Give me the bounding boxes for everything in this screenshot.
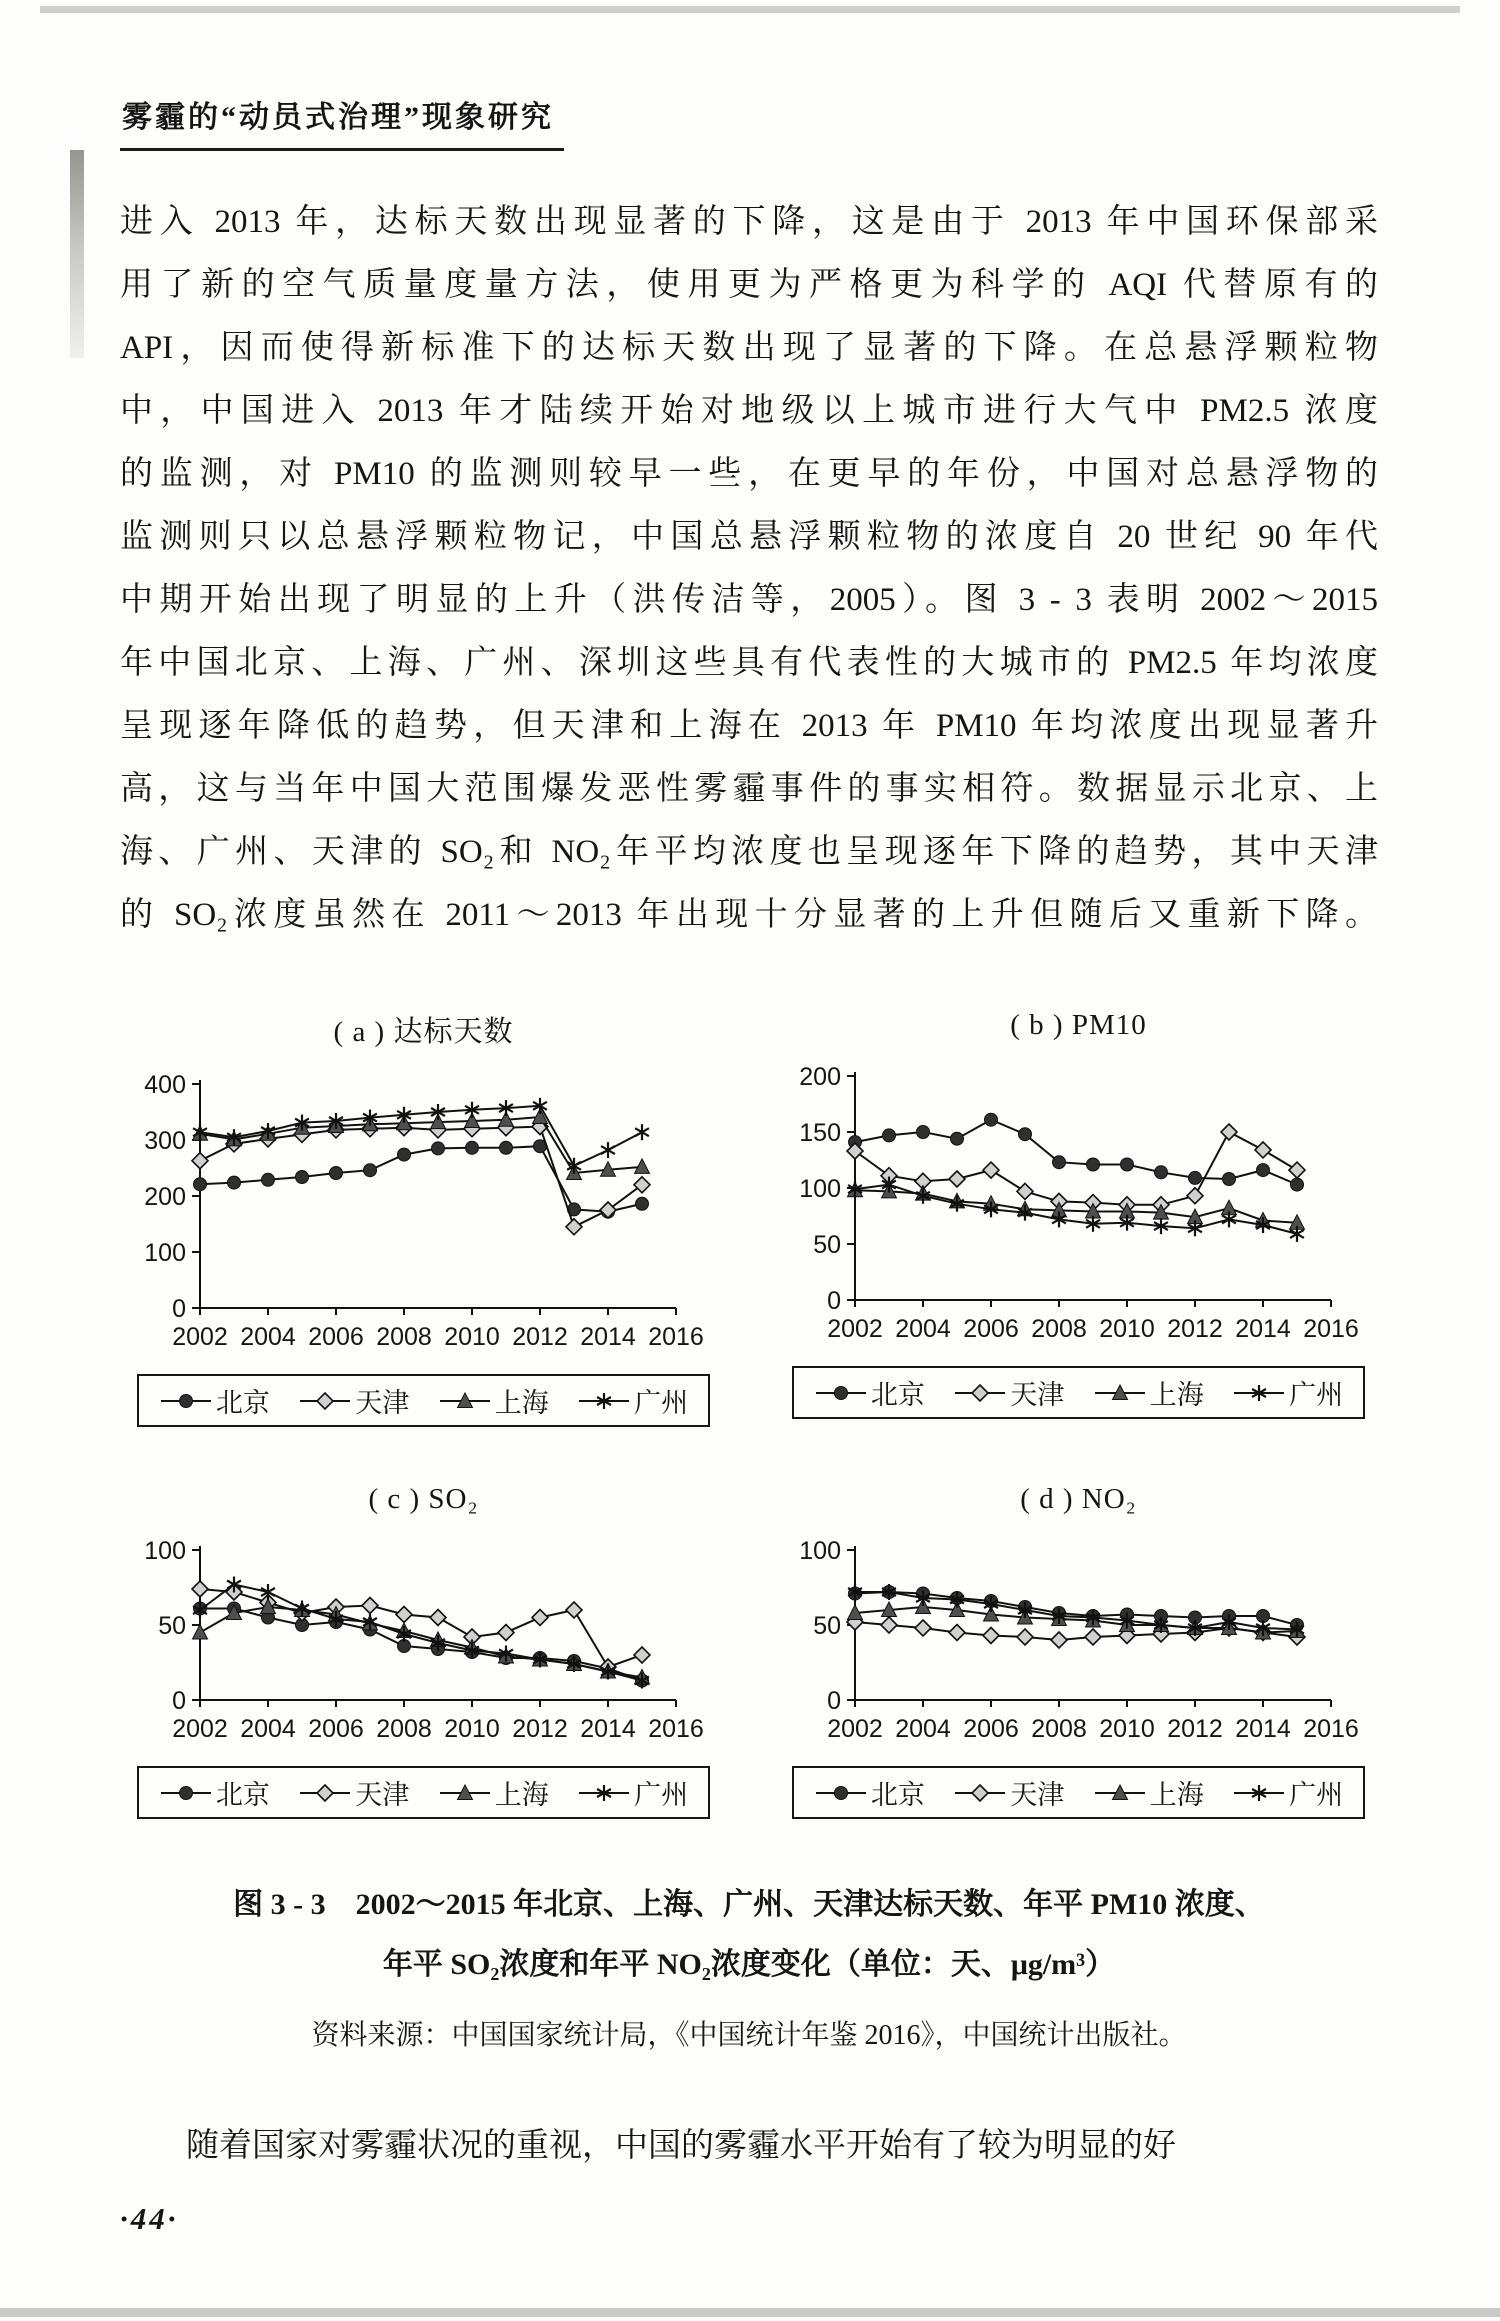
svg-text:2010: 2010 xyxy=(444,1323,500,1351)
text-line: 高，这与当年中国大范围爆发恶性雾霾事件的事实相符。数据显示北京、上 xyxy=(120,771,1378,807)
legend-diamond-icon xyxy=(298,1390,352,1412)
chart-c-legend xyxy=(137,1766,710,1819)
chart-b-title: ( b ) PM10 xyxy=(1010,1009,1147,1041)
legend-diamond-icon xyxy=(953,1382,1007,1404)
chart-pm10 xyxy=(783,1009,1374,1427)
text-line: 年中国北京、上海、广州、深圳这些具有代表性的大城市的 PM2.5 年均浓度 xyxy=(120,645,1378,681)
text-line: 中，中国进入 2013 年才陆续开始对地级以上城市进行大气中 PM2.5 浓度 xyxy=(120,393,1378,429)
legend-circle-icon xyxy=(814,1782,868,1804)
svg-text:2014: 2014 xyxy=(1235,1315,1291,1343)
svg-text:2008: 2008 xyxy=(1031,1715,1087,1743)
text-line: 的监测，对 PM10 的监测则较早一些，在更早的年份，中国对总悬浮物的 xyxy=(120,456,1378,492)
legend-triangle-icon xyxy=(1093,1382,1147,1404)
figure-caption xyxy=(120,1875,1378,1995)
text-line: 用了新的空气质量度量方法，使用更为严格更为科学的 AQI 代替原有的 xyxy=(120,267,1378,303)
chart-b-plot xyxy=(783,1062,1373,1348)
legend-label: 北京 xyxy=(215,1780,270,1810)
legend-label: 广州 xyxy=(634,1780,689,1810)
svg-text:100: 100 xyxy=(799,1175,841,1203)
svg-text:2016: 2016 xyxy=(648,1715,704,1743)
running-header xyxy=(120,92,1378,151)
legend-circle-icon xyxy=(159,1782,213,1804)
legend-triangle-icon xyxy=(438,1782,492,1804)
legend-asterisk-icon xyxy=(1232,1382,1286,1404)
chart-no2 xyxy=(783,1483,1374,1819)
text-line: API，因而使得新标准下的达标天数出现了显著的下降。在总悬浮颗粒物 xyxy=(120,330,1378,366)
legend-label: 天津 xyxy=(1010,1380,1065,1410)
svg-text:2012: 2012 xyxy=(1167,1315,1223,1343)
page-number: ·44· xyxy=(120,2201,179,2236)
text-line: 监测则只以总悬浮颗粒物记，中国总悬浮颗粒物的浓度自 20 世纪 90 年代 xyxy=(120,519,1378,555)
legend-label: 北京 xyxy=(215,1388,270,1418)
svg-text:2010: 2010 xyxy=(1099,1315,1155,1343)
legend-label: 上海 xyxy=(494,1780,549,1810)
svg-text:2006: 2006 xyxy=(963,1315,1019,1343)
svg-text:2012: 2012 xyxy=(512,1323,568,1351)
svg-text:2002: 2002 xyxy=(172,1323,228,1351)
figure-caption-line2: 年平 SO₂浓度和年平 NO₂浓度变化（单位：天、μg/m³） xyxy=(382,1948,1116,1981)
main-text-block xyxy=(120,191,1378,947)
chart-d-title: ( d ) NO₂ xyxy=(1020,1483,1137,1515)
svg-text:2014: 2014 xyxy=(1235,1715,1291,1743)
chart-d-legend xyxy=(792,1766,1365,1819)
figure-source: 资料来源：中国国家统计局，《中国统计年鉴 2016》，中国统计出版社。 xyxy=(311,2020,1187,2051)
running-header-title: 雾霾的“动员式治理”现象研究 xyxy=(120,92,564,151)
legend-asterisk-icon xyxy=(577,1782,631,1804)
legend-label: 天津 xyxy=(355,1780,410,1810)
legend-item-circle xyxy=(814,1373,925,1412)
legend-label: 广州 xyxy=(1289,1380,1344,1410)
svg-text:300: 300 xyxy=(144,1127,186,1155)
legend-item-diamond xyxy=(298,1773,409,1812)
legend-label: 北京 xyxy=(870,1380,925,1410)
svg-text:2014: 2014 xyxy=(580,1323,636,1351)
legend-label: 天津 xyxy=(355,1388,410,1418)
legend-diamond-icon xyxy=(298,1782,352,1804)
svg-text:2008: 2008 xyxy=(376,1323,432,1351)
svg-text:2008: 2008 xyxy=(1031,1315,1087,1343)
legend-item-asterisk xyxy=(1232,1773,1343,1812)
legend-item-triangle xyxy=(438,1381,549,1420)
legend-item-triangle xyxy=(1093,1373,1204,1412)
svg-text:2010: 2010 xyxy=(444,1715,500,1743)
legend-item-asterisk xyxy=(1232,1373,1343,1412)
svg-text:0: 0 xyxy=(827,1687,841,1715)
svg-text:2002: 2002 xyxy=(827,1715,883,1743)
chart-b-legend xyxy=(792,1366,1365,1419)
legend-item-triangle xyxy=(1093,1773,1204,1812)
svg-text:2004: 2004 xyxy=(895,1715,951,1743)
scan-edge-top xyxy=(40,6,1460,13)
svg-text:2008: 2008 xyxy=(376,1715,432,1743)
legend-diamond-icon xyxy=(953,1782,1007,1804)
svg-text:2004: 2004 xyxy=(240,1323,296,1351)
svg-text:2002: 2002 xyxy=(172,1715,228,1743)
svg-text:200: 200 xyxy=(799,1063,841,1091)
legend-circle-icon xyxy=(159,1390,213,1412)
text-line: 的 SO₂浓度虽然在 2011～2013 年出现十分显著的上升但随后又重新下降。 xyxy=(120,897,1378,933)
legend-label: 天津 xyxy=(1010,1780,1065,1810)
svg-text:2004: 2004 xyxy=(240,1715,296,1743)
svg-text:2016: 2016 xyxy=(648,1323,704,1351)
svg-text:2006: 2006 xyxy=(308,1323,364,1351)
text-line: 进入 2013 年，达标天数出现显著的下降，这是由于 2013 年中国环保部采 xyxy=(120,204,1378,240)
chart-days-attainment xyxy=(128,1009,719,1427)
svg-text:2012: 2012 xyxy=(1167,1715,1223,1743)
svg-text:2010: 2010 xyxy=(1099,1715,1155,1743)
svg-text:50: 50 xyxy=(158,1612,186,1640)
svg-text:100: 100 xyxy=(144,1239,186,1267)
text-line: 呈现逐年降低的趋势，但天津和上海在 2013 年 PM10 年均浓度出现显著升 xyxy=(120,708,1378,744)
chart-so2 xyxy=(128,1483,719,1819)
legend-label: 上海 xyxy=(1149,1780,1204,1810)
svg-text:100: 100 xyxy=(799,1537,841,1565)
legend-label: 北京 xyxy=(870,1780,925,1810)
svg-text:0: 0 xyxy=(827,1287,841,1315)
legend-circle-icon xyxy=(814,1382,868,1404)
svg-text:100: 100 xyxy=(144,1537,186,1565)
svg-text:2016: 2016 xyxy=(1303,1715,1359,1743)
svg-text:200: 200 xyxy=(144,1183,186,1211)
chart-a-legend xyxy=(137,1374,710,1427)
chart-c-plot xyxy=(128,1536,718,1748)
legend-item-circle xyxy=(814,1773,925,1812)
closing-paragraph: 随着国家对雾霾状况的重视，中国的雾霾水平开始有了较为明显的好 xyxy=(186,2128,1176,2164)
legend-label: 广州 xyxy=(1289,1780,1344,1810)
svg-text:150: 150 xyxy=(799,1119,841,1147)
svg-text:0: 0 xyxy=(172,1295,186,1323)
figure-caption-line1: 图 3 - 3 2002～2015 年北京、上海、广州、天津达标天数、年平 PM10 浓度、 xyxy=(233,1888,1265,1921)
svg-text:400: 400 xyxy=(144,1071,186,1099)
chart-a-plot xyxy=(128,1070,718,1356)
svg-text:2002: 2002 xyxy=(827,1315,883,1343)
legend-label: 上海 xyxy=(494,1388,549,1418)
legend-item-asterisk xyxy=(577,1773,688,1812)
chart-a-title: ( a ) 达标天数 xyxy=(333,1016,514,1048)
legend-label: 广州 xyxy=(634,1388,689,1418)
legend-item-diamond xyxy=(953,1773,1064,1812)
legend-asterisk-icon xyxy=(577,1390,631,1412)
svg-text:2016: 2016 xyxy=(1303,1315,1359,1343)
margin-decoration-bar xyxy=(70,150,84,358)
svg-text:50: 50 xyxy=(813,1612,841,1640)
legend-item-triangle xyxy=(438,1773,549,1812)
svg-text:0: 0 xyxy=(172,1687,186,1715)
svg-text:2006: 2006 xyxy=(963,1715,1019,1743)
legend-asterisk-icon xyxy=(1232,1782,1286,1804)
figure-3-3 xyxy=(128,1009,1374,1819)
legend-item-circle xyxy=(159,1381,270,1420)
svg-text:2004: 2004 xyxy=(895,1315,951,1343)
text-line: 中期开始出现了明显的上升（洪传洁等，2005）。图 3 - 3 表明 2002～2015 xyxy=(120,582,1378,618)
chart-c-title: ( c ) SO₂ xyxy=(368,1483,479,1515)
svg-text:2012: 2012 xyxy=(512,1715,568,1743)
legend-item-circle xyxy=(159,1773,270,1812)
legend-item-diamond xyxy=(953,1373,1064,1412)
chart-d-plot xyxy=(783,1536,1373,1748)
svg-text:50: 50 xyxy=(813,1231,841,1259)
text-line: 海、广州、天津的 SO₂和 NO₂年平均浓度也呈现逐年下降的趋势，其中天津 xyxy=(120,834,1378,870)
legend-label: 上海 xyxy=(1149,1380,1204,1410)
legend-triangle-icon xyxy=(438,1390,492,1412)
scan-edge-bottom xyxy=(0,2308,1500,2317)
legend-item-asterisk xyxy=(577,1381,688,1420)
legend-item-diamond xyxy=(298,1381,409,1420)
svg-text:2014: 2014 xyxy=(580,1715,636,1743)
legend-triangle-icon xyxy=(1093,1782,1147,1804)
svg-text:2006: 2006 xyxy=(308,1715,364,1743)
